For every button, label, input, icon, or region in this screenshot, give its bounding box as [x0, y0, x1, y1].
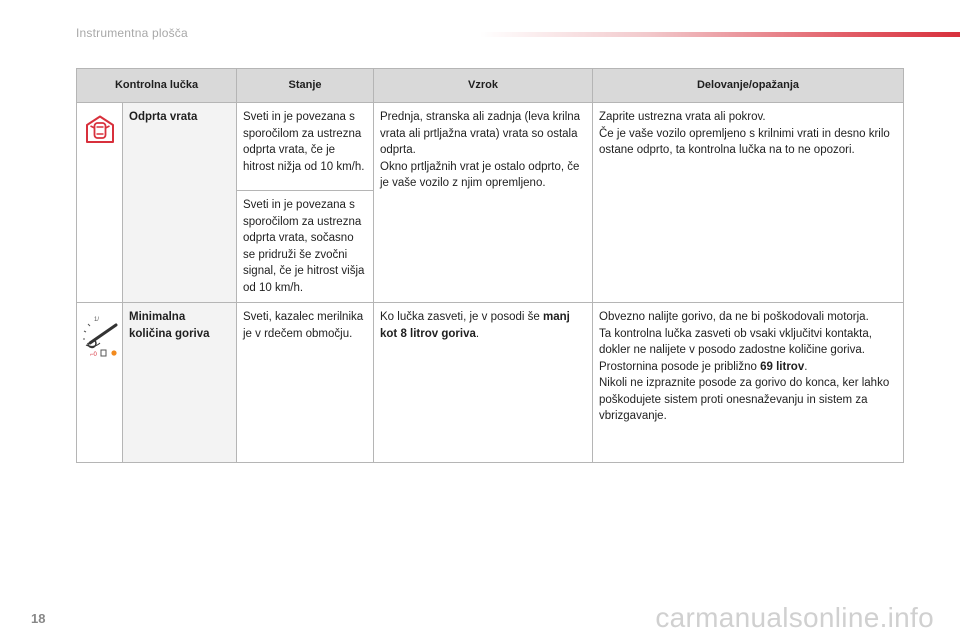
column-header-lamp: Kontrolna lučka: [77, 69, 237, 103]
cause-text: [374, 303, 593, 463]
action-text-post: . Nikoli ne izpraznite posode za gorivo do konca, ker lahko poškodujete sistem proti onesnaževanju in sistem za vbrizgavanje.: [599, 360, 890, 422]
door-open-icon: [85, 115, 115, 145]
table-row: [77, 103, 904, 191]
column-header-state: Stanje: [237, 69, 374, 103]
svg-text:1/: 1/: [93, 317, 99, 323]
column-header-action: Delovanje/opažanja: [593, 69, 904, 103]
header-accent-bar: [480, 32, 960, 37]
state-text: Sveti, kazalec merilnika je v rdečem območju.: [237, 303, 374, 463]
state-text: Sveti in je povezana s sporočilom za ustrezna odprta vrata, če je hitrost nižja od 10 km/h.: [237, 103, 374, 191]
section-title: Instrumentna plošča: [76, 26, 188, 40]
warning-lamp-table: [76, 68, 904, 463]
table-row: [77, 303, 904, 463]
cause-text: Prednja, stranska ali zadnja (leva krilna vrata ali prtljažna vrata) vrata so ostala odprta. Okno prtljažnih vrat je ostalo odprto, če je vaše vozilo z njim opremljeno.: [374, 103, 593, 303]
cause-text-bold: manj kot 8 litrov goriva: [380, 311, 570, 340]
lamp-name: Minimalna količina goriva: [123, 303, 237, 463]
state-text: Sveti in je povezana s sporočilom za ustrezna odprta vrata, sočasno se pridruži še zvočni signal, če je hitrost višja od 10 km/h.: [237, 191, 374, 303]
action-text: Zaprite ustrezna vrata ali pokrov. Če je vaše vozilo opremljeno s krilnimi vrati in desno krilo ostane odprto, ta kontrolna lučka na to ne opozori.: [593, 103, 904, 303]
svg-text:⌐0: ⌐0: [89, 352, 97, 358]
page-number: 18: [31, 611, 46, 626]
lamp-icon-cell: [77, 103, 123, 303]
table-header-row: [77, 69, 904, 103]
lamp-name: Odprta vrata: [123, 103, 237, 303]
watermark: carmanualsonline.info: [655, 602, 934, 633]
lamp-icon-cell: [77, 303, 123, 463]
action-text-bold: 69 litrov: [760, 360, 805, 373]
action-text: [593, 303, 904, 463]
cause-text-pre: Ko lučka zasveti, je v posodi še: [380, 311, 543, 323]
action-text-pre: Obvezno nalijte gorivo, da ne bi poškodovali motorja. Ta kontrolna lučka zasveti ob vsaki vključitvi kontakta, dokler ne nalijete v posodo zadostne količine goriva. Prostornina posode je približno: [599, 311, 872, 373]
fuel-gauge-icon: [80, 313, 120, 361]
column-header-cause: Vzrok: [374, 69, 593, 103]
cause-text-post: .: [475, 327, 480, 340]
